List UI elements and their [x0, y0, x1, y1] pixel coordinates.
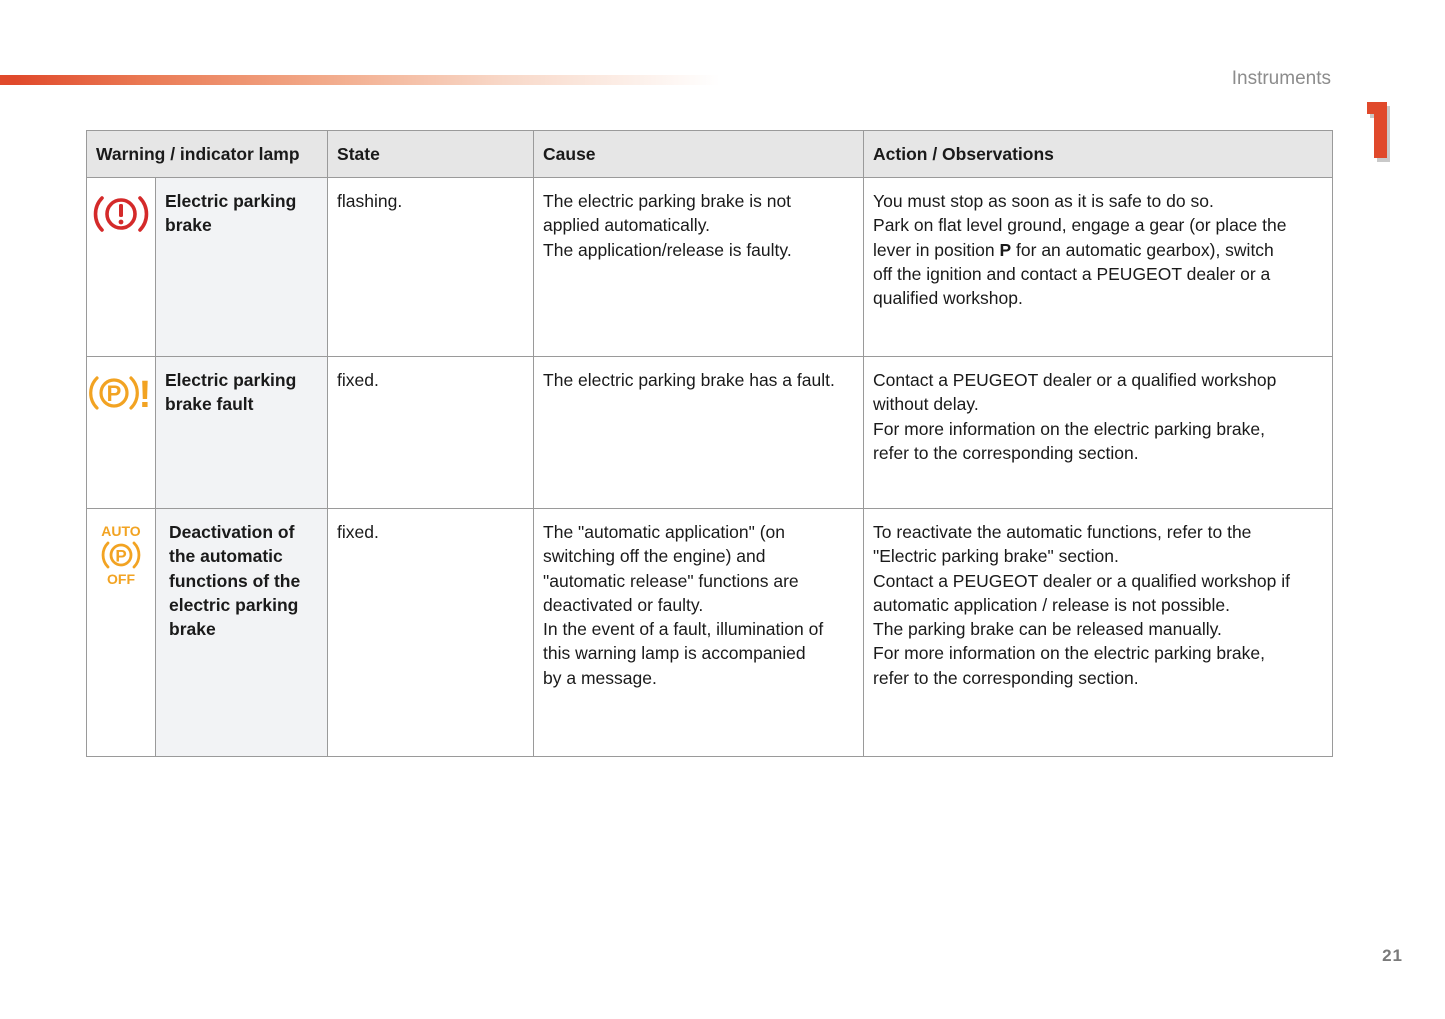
column-header-lamp: Warning / indicator lamp: [87, 131, 328, 178]
section-title: Instruments: [1231, 68, 1331, 89]
page-number: 21: [1382, 946, 1403, 965]
lamp-icon-cell: [87, 509, 156, 757]
lamp-cause: The electric parking brake has a fault.: [534, 357, 864, 509]
lamp-name: Electric parking brake fault: [156, 357, 328, 509]
column-header-action: Action / Observations: [864, 131, 1333, 178]
off-label: OFF: [107, 571, 135, 587]
lamp-cause: The "automatic application" (on switching off the engine) and "automatic release" functions are deactivated or faulty. In the event of a fault, illumination of this warning lamp is accompanied by a message.: [534, 509, 864, 757]
column-header-cause: Cause: [534, 131, 864, 178]
lamp-state: fixed.: [328, 509, 534, 757]
parking-p-letter: P: [115, 546, 127, 566]
warning-lamp-table: [86, 130, 1333, 757]
lamp-icon-cell: [87, 178, 156, 357]
table-row: [87, 509, 1333, 757]
lamp-action: Contact a PEUGEOT dealer or a qualified workshop without delay. For more information on the electric parking brake, refer to the corresponding section.: [864, 357, 1333, 509]
lamp-cause: The electric parking brake is not applied automatically. The application/release is faulty.: [534, 178, 864, 357]
auto-parking-off-amber-icon: [93, 523, 149, 587]
table-row: [87, 357, 1333, 509]
auto-label: AUTO: [101, 523, 141, 539]
lamp-action: To reactivate the automatic functions, refer to the "Electric parking brake" section. Contact a PEUGEOT dealer or a qualified workshop if automatic application / release is not possible. The parking brake can be released manually. For more information on the electric parking brake, refer to the corresponding section.: [864, 509, 1333, 757]
lamp-state: fixed.: [328, 357, 534, 509]
lamp-icon-cell: [87, 357, 156, 509]
exclamation-mark: !: [138, 374, 152, 416]
chapter-number-text: 1: [1266, 0, 1267, 1]
parking-p-letter: P: [106, 381, 122, 406]
brake-warning-red-icon: [91, 192, 151, 236]
table-header-row: [87, 131, 1333, 178]
column-header-state: State: [328, 131, 534, 178]
header-accent-bar: [0, 75, 720, 85]
lamp-action: You must stop as soon as it is safe to do so. Park on flat level ground, engage a gear (or place the lever in position P for an automatic gearbox), switch off the ignition and contact a PEUGEOT dealer or a qualified workshop.: [864, 178, 1333, 357]
table-row: [87, 178, 1333, 357]
parking-brake-fault-amber-icon: [89, 371, 153, 415]
lamp-name: Electric parking brake: [156, 178, 328, 357]
lamp-name: Deactivation of the automatic functions of the electric parking brake: [156, 509, 328, 757]
lamp-state: flashing.: [328, 178, 534, 357]
gear-position-p: P: [999, 239, 1012, 260]
